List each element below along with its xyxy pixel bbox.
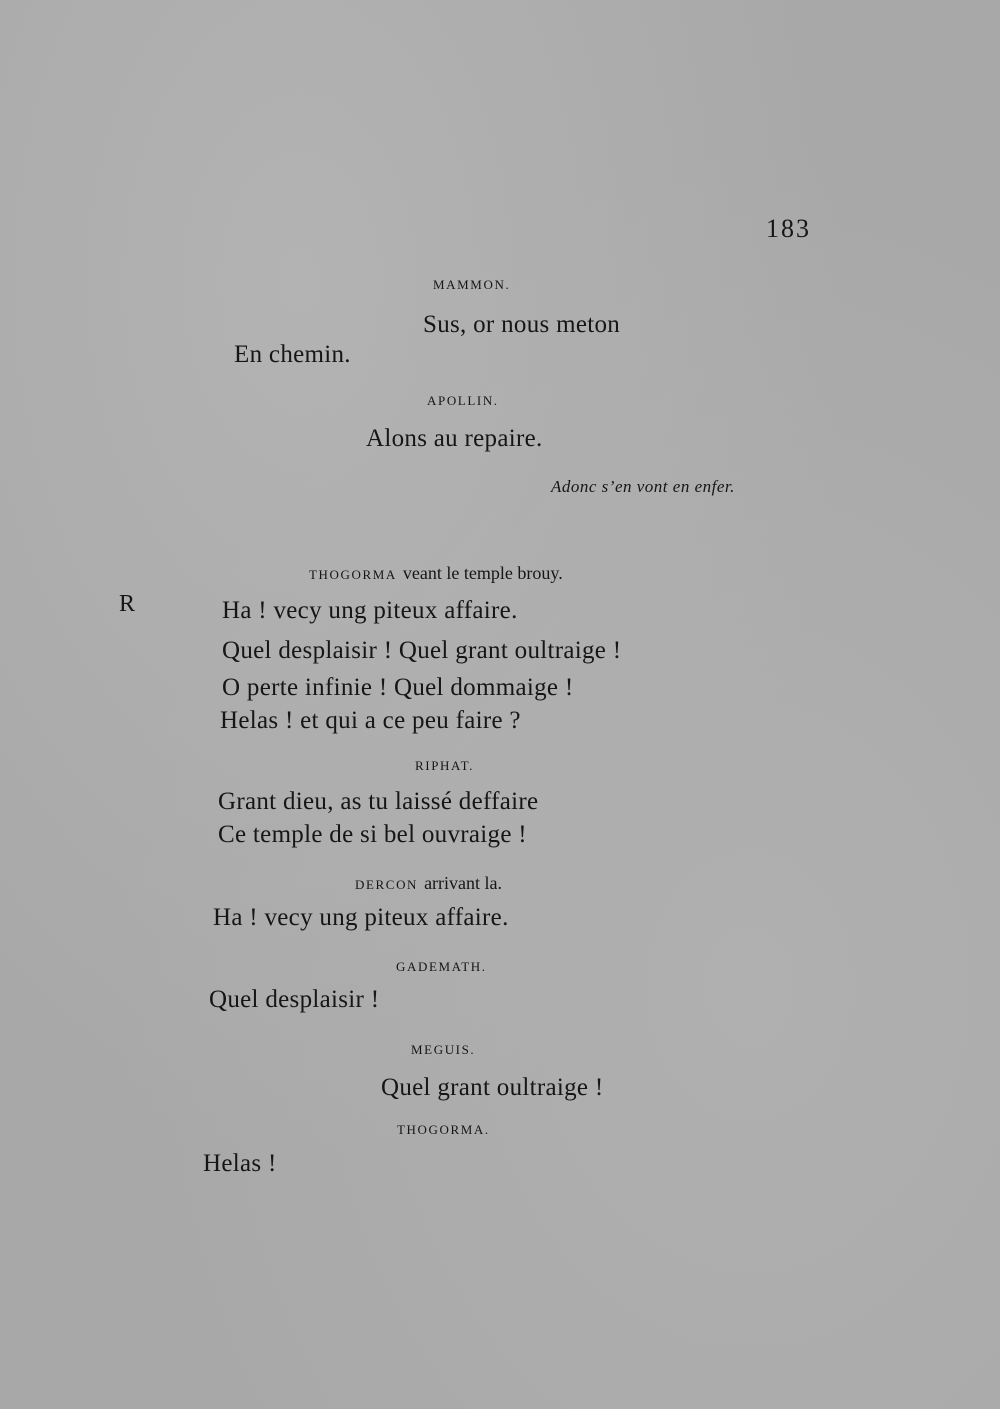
speaker-gademath: GADEMATH. <box>396 959 487 974</box>
speaker-mammon: MAMMON. <box>433 277 511 292</box>
speaker-dercon <box>355 873 502 894</box>
verse-line: Helas ! <box>203 1150 277 1177</box>
speaker-meguis: MEGUIS. <box>411 1042 476 1057</box>
speaker-apollin: APOLLIN. <box>427 393 499 408</box>
verse-line: Helas ! et qui a ce peu faire ? <box>220 707 521 734</box>
verse-line: Quel grant oultraige ! <box>381 1074 604 1101</box>
speaker-name: THOGORMA <box>309 567 397 582</box>
verse-line: Ha ! vecy ung piteux affaire. <box>213 904 509 931</box>
verse-line: Grant dieu, as tu laissé deffaire <box>218 788 539 815</box>
margin-mark: R <box>119 591 136 617</box>
speaker-action: arrivant la. <box>424 873 503 893</box>
verse-line: En chemin. <box>234 341 351 368</box>
speaker-thogorma <box>309 563 563 584</box>
speaker-name: DERCON <box>355 877 419 892</box>
verse-line: Quel desplaisir ! Quel grant oultraige ! <box>222 637 622 664</box>
stage-direction: Adonc s’en vont en enfer. <box>551 477 735 496</box>
verse-line: Ce temple de si bel ouvraige ! <box>218 821 527 848</box>
page-number: 183 <box>766 214 811 243</box>
verse-line: Sus, or nous meton <box>423 311 621 338</box>
verse-line: O perte infinie ! Quel dommaige ! <box>222 674 574 701</box>
speaker-action: veant le temple brouy. <box>402 563 563 583</box>
verse-line: Ha ! vecy ung piteux affaire. <box>222 597 518 624</box>
verse-line: Quel desplaisir ! <box>209 986 380 1013</box>
speaker-riphat: RIPHAT. <box>415 758 474 773</box>
speaker-thogorma-2: THOGORMA. <box>397 1122 490 1137</box>
verse-line: Alons au repaire. <box>366 425 543 452</box>
